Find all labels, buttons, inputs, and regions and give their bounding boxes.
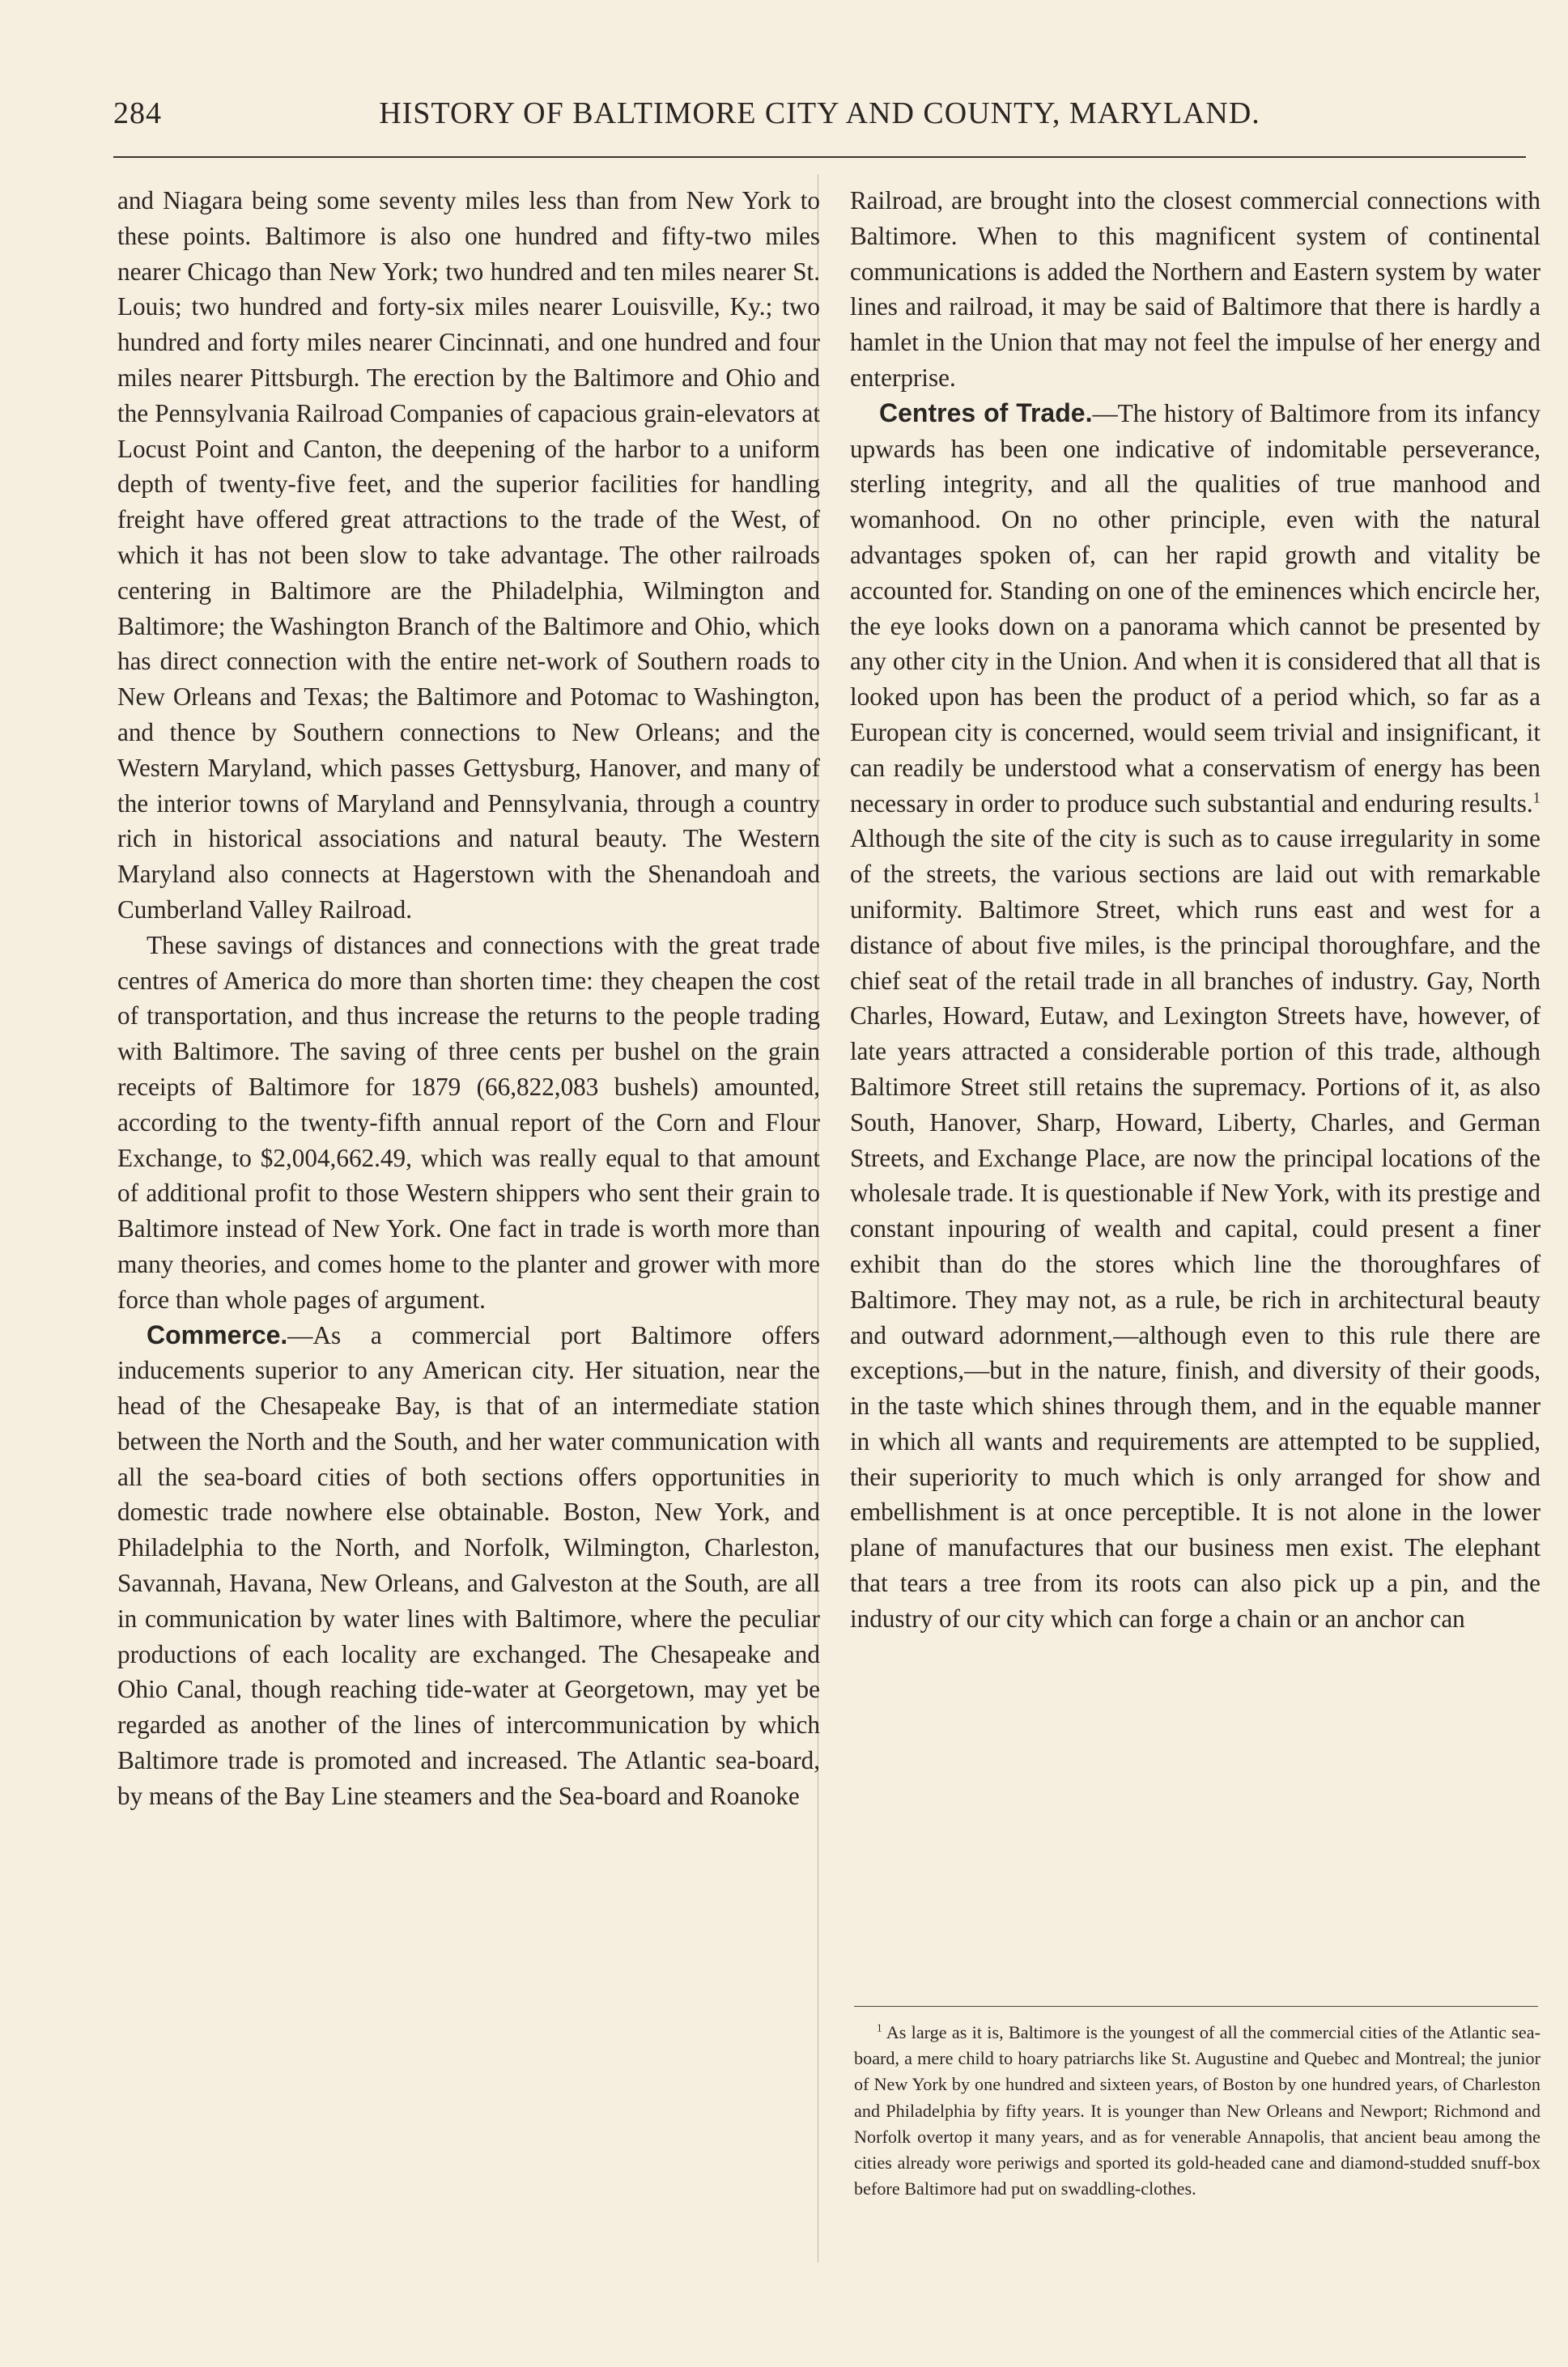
paragraph-text: —As a commercial port Baltimore offers inducements superior to any American city. Her situation, near the head of the Chesapeake Bay, is that of an intermediate station between the North and the South, and her water communication with all the sea-board cities of both sections offers opportunities in domestic trade nowhere else obtainable. Boston, New York, and Philadelphia to the North, and Norfolk, Wilmington, Charleston, Savannah, Havana, New Orleans, and Galveston at the South, are all in communication by water lines with Baltimore, where the peculiar productions of each locality are exchanged. The Chesapeake and Ohio Canal, though reaching tide-water at Georgetown, may yet be regarded as another of the lines of intercommunication by which Baltimore trade is promoted and increased. The Atlantic sea-board, by means of the Bay Line steamers and the Sea-board and Roanoke (117, 1320, 820, 1810)
section-heading-centres-of-trade: Centres of Trade. (879, 397, 1093, 427)
right-column (850, 183, 1540, 1637)
paragraph-text: —The history of Baltimore from its infancy upwards has been one indicative of indomitable perseverance, sterling integrity, and all the qualities of true manhood and womanhood. On no other principle, even with the natural advantages spoken of, can her rapid growth and vitality be accounted for. Standing on one of the eminences which encircle her, the eye looks down on a panorama which cannot be presented by any other city in the Union. And when it is considered that all that is looked upon has been the product of a period which, so far as a European city is concerned, would seem trivial and insignificant, it can readily be understood what a conservatism of energy has been necessary in order to produce such substantial and enduring results. (850, 398, 1540, 818)
footnote-reference: 1 (1532, 789, 1540, 807)
paragraph: and Niagara being some seventy miles less than from New York to these points. Baltimore is also one hundred and fifty-two miles nearer Chicago than New York; two hundred and ten miles nearer St. Louis; two hundred and forty-six miles nearer Louisville, Ky.; two hundred and forty miles nearer Cincinnati, and one hundred and four miles nearer Pittsburgh. The erection by the Baltimore and Ohio and the Pennsylvania Railroad Companies of capacious grain-elevators at Locust Point and Canton, the deepening of the harbor to a uniform depth of twenty-five feet, and the superior facilities for handling freight have offered great attractions to the trade of the West, of which it has not been slow to take advantage. The other railroads centering in Baltimore are the Philadelphia, Wilmington and Baltimore; the Washington Branch of the Baltimore and Ohio, which has direct connection with the entire net-work of Southern roads to New Orleans and Texas; the Baltimore and Potomac to Washington, and thence by Southern connections to New Orleans; and the Western Maryland, which passes Gettysburg, Hanover, and many of the interior towns of Maryland and Pennsylvania, through a country rich in historical associations and natural beauty. The Western Maryland also connects at Hagerstown with the Shenandoah and Cumberland Valley Railroad. (117, 186, 820, 924)
header-rule (113, 156, 1526, 158)
paragraph: These savings of distances and connections with the great trade centres of America do more than shorten time: they cheapen the cost of transportation, and thus increase the returns to the people trading with Baltimore. The saving of three cents per bushel on the grain receipts of Baltimore for 1879 (66,822,083 bushels) amounted, according to the twenty-fifth annual report of the Corn and Flour Exchange, to $2,004,662.49, which was really equal to that amount of additional profit to those Western shippers who sent their grain to Baltimore instead of New York. One fact in trade is worth more than many theories, and comes home to the planter and grower with more force than whole pages of argument. (117, 930, 820, 1314)
section-heading-commerce: Commerce. (147, 1319, 288, 1349)
running-title: HISTORY OF BALTIMORE CITY AND COUNTY, MARYLAND. (379, 96, 1260, 130)
footnote-rule (854, 2006, 1538, 2007)
footnote-paragraph (854, 2020, 1540, 2202)
left-column (117, 183, 820, 1814)
footnote-text: As large as it is, Baltimore is the youngest of all the commercial cities of the Atlantic sea-board, a mere child to hoary patriarchs like St. Augustine and Quebec and Montreal; the junior of New York by one hundred and sixteen years, of Boston by one hundred years, of Charleston and Philadelphia by fifty years. It is younger than New Orleans and Newport; Richmond and Norfolk overtop it many years, and as for venerable Annapolis, that ancient beau among the cities already wore periwigs and sported its gold-headed cane and diamond-studded snuff-box before Baltimore had put on swaddling-clothes. (854, 2022, 1540, 2199)
paragraph-commerce (117, 1318, 820, 1814)
footnote (854, 2020, 1540, 2202)
paragraph-centres-of-trade (850, 396, 1540, 1637)
paragraph-text: Although the site of the city is such as to cause irregularity in some of the streets, the various sections are laid out with remarkable uniformity. Baltimore Street, which runs east and west for a distance of about five miles, is the principal thoroughfare, and the chief seat of the retail trade in all branches of industry. Gay, North Charles, Howard, Eutaw, and Lexington Streets have, however, of late years attracted a considerable portion of this trade, although Baltimore Street still retains the supremacy. Portions of it, as also South, Hanover, Sharp, Howard, Liberty, Charles, and German Streets, and Exchange Place, are now the principal locations of the wholesale trade. It is questionable if New York, with its prestige and constant inpouring of wealth and capital, could present a finer exhibit than do the stores which line the thoroughfares of Baltimore. They may not, as a rule, be rich in architectural beauty and outward adornment,—although even to this rule there are exceptions,—but in the nature, finish, and diversity of their goods, in the taste which shines through them, and in the equable manner in which all wants and requirements are attempted to be supplied, their superiority to much which is only arranged for show and embellishment is at once perceptible. It is not alone in the lower plane of manufactures that our business men exist. The elephant that tears a tree from its roots can also pick up a pin, and the industry of our city which can forge a chain or an anchor can (850, 824, 1540, 1633)
paragraph: Railroad, are brought into the closest commercial connections with Baltimore. When to this magnificent system of continental communications is added the Northern and Eastern system by water lines and railroad, it may be said of Baltimore that there is hardly a hamlet in the Union that may not feel the impulse of her energy and enterprise. (850, 186, 1540, 392)
footnote-marker: 1 (877, 2021, 882, 2034)
page-number: 284 (113, 96, 162, 130)
page-header (113, 96, 1526, 144)
